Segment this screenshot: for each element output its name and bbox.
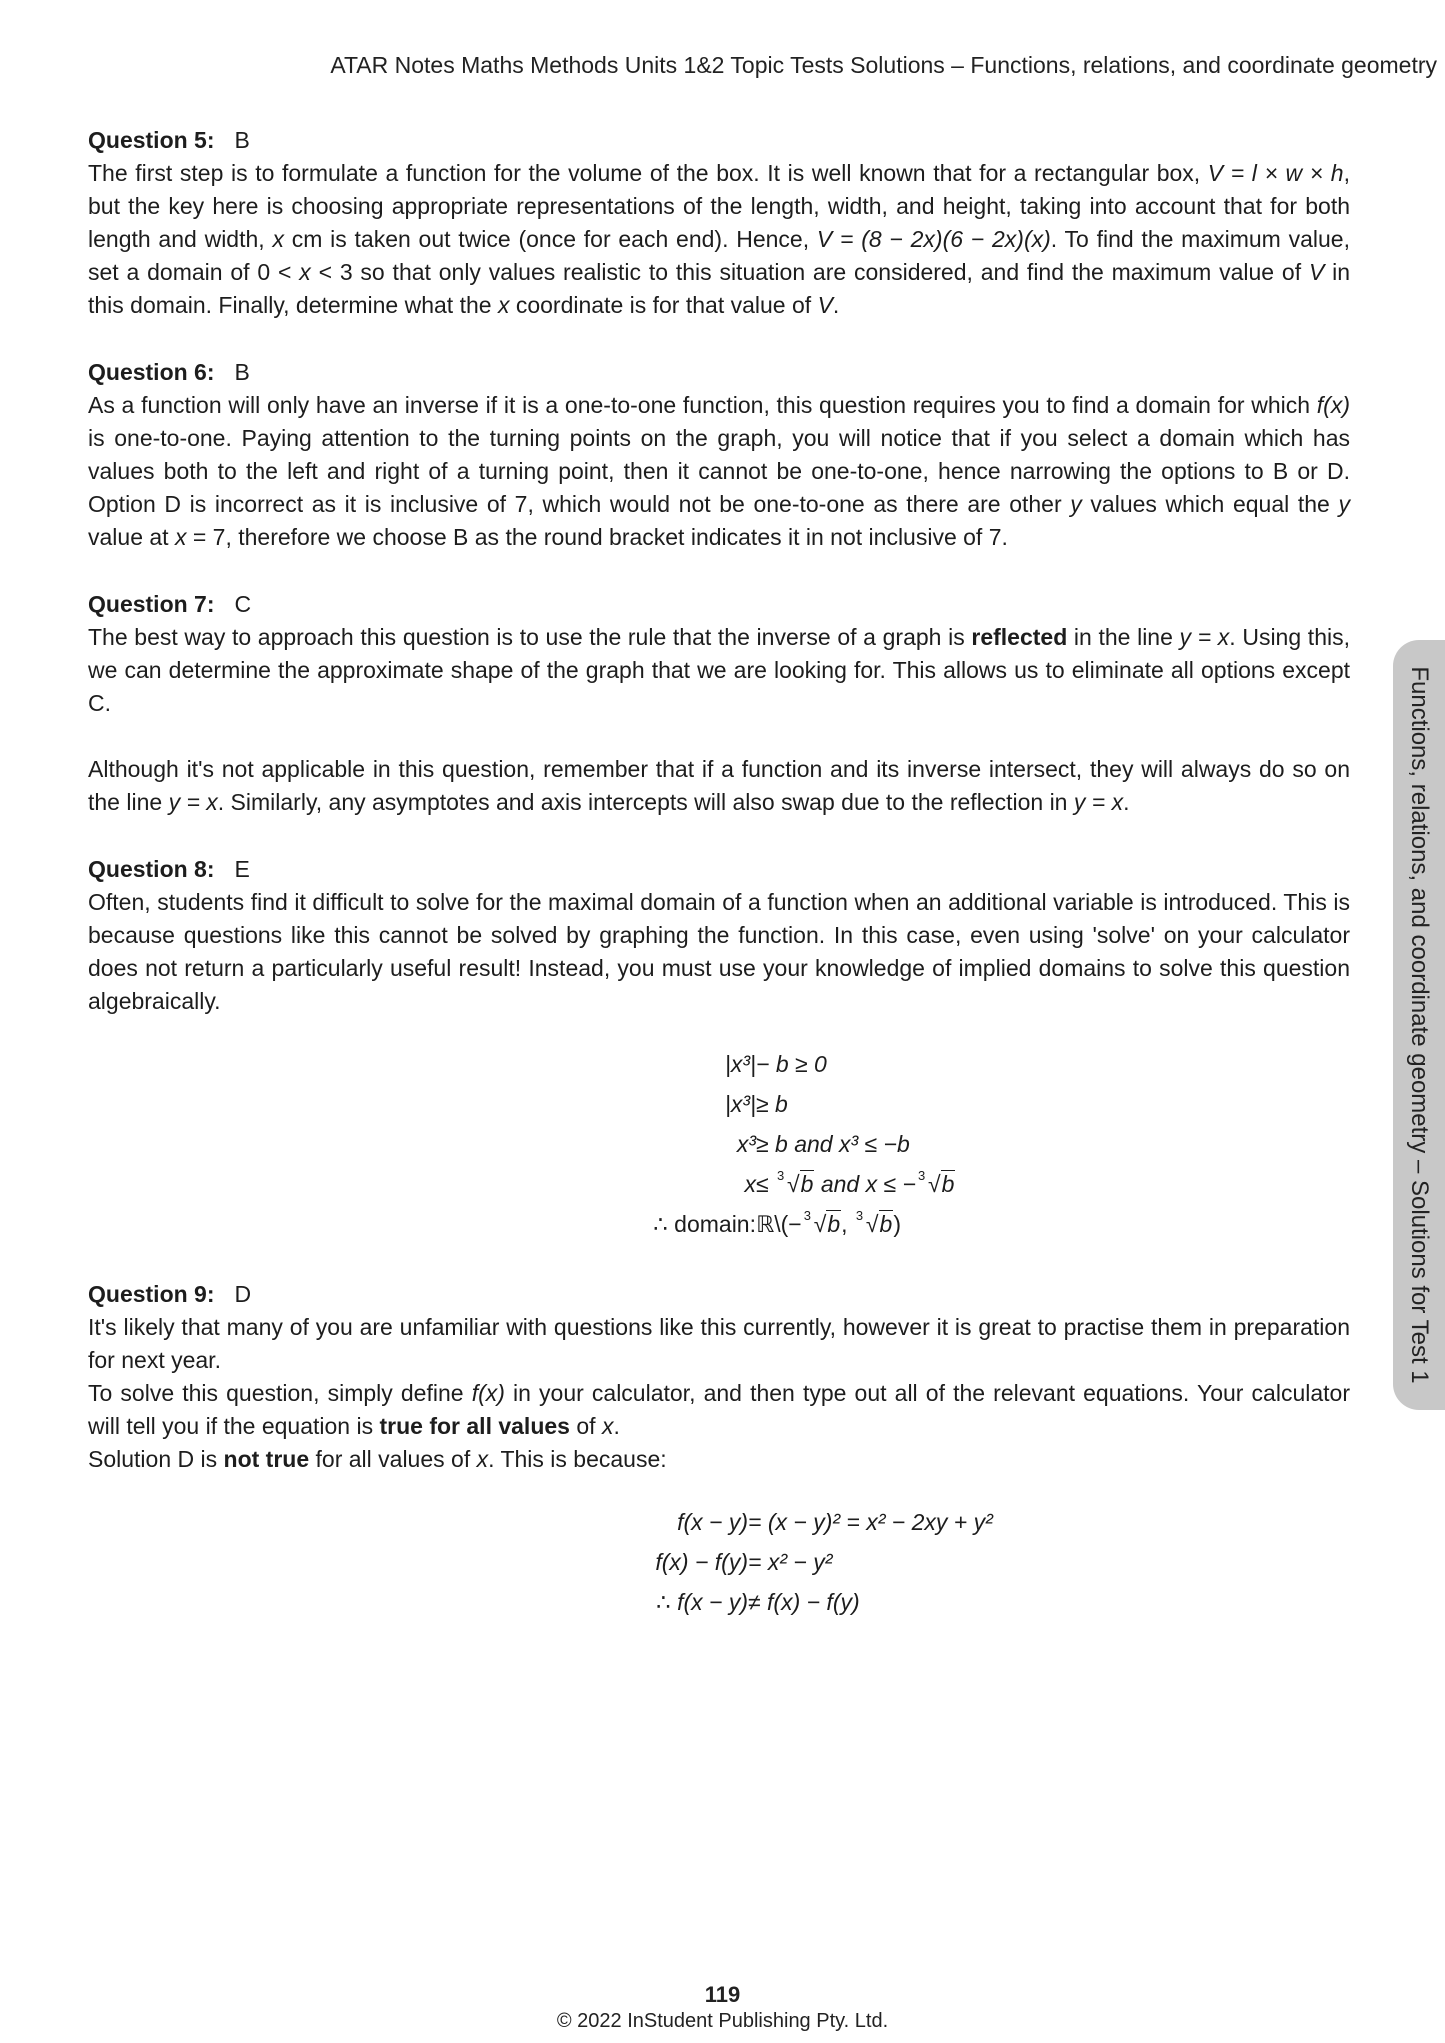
- question-heading: [88, 853, 1350, 886]
- text: . Using this, we can determine the approximate shape of the graph that we are looking for. This allows us to eliminate all options except C.: [88, 624, 1350, 716]
- text: It's likely that many of you are unfamiliar with questions like this currently, however it is great to practise them in preparation for next year.: [88, 1314, 1350, 1373]
- text: As a function will only have an inverse if it is a one-to-one function, this question requires you to find a domain for which: [88, 392, 1317, 418]
- text: . To find the maximum value, set a domain of 0 <: [88, 226, 1350, 285]
- question-label: Question 9:: [88, 1281, 215, 1307]
- question-note: [88, 753, 1350, 819]
- radicand: b: [800, 1171, 814, 1197]
- equation-lhs: f(x) − f(y): [655, 1549, 748, 1575]
- question-explanation: [88, 157, 1350, 322]
- equation-rhs: = (x − y)² = x² − 2xy + y²: [748, 1509, 993, 1535]
- question-5: [88, 124, 1350, 322]
- question-6: [88, 356, 1350, 554]
- question-7: [88, 588, 1350, 819]
- question-answer: B: [234, 359, 250, 385]
- text: < 3 so that only values realistic to this situation are considered, and find the maximum value of: [310, 259, 1309, 285]
- equation-rhs: ≥ b: [756, 1091, 788, 1117]
- equation-lhs: x³: [736, 1131, 756, 1157]
- page-footer: [0, 1982, 1445, 2034]
- question-explanation: [88, 1377, 1350, 1443]
- text: for all values of: [309, 1446, 477, 1472]
- text: Solution D is: [88, 1446, 224, 1472]
- root-index: 3: [855, 1208, 864, 1223]
- equation-line: [88, 1084, 1350, 1124]
- text: = 7, therefore we choose B as the round bracket indicates it in not inclusive of 7.: [186, 524, 1008, 550]
- question-heading: [88, 356, 1350, 389]
- text: cm is taken out twice (once for each end). Hence,: [283, 226, 817, 252]
- question-explanation: [88, 1311, 1350, 1377]
- radicand: b: [941, 1171, 955, 1197]
- equation-line: [88, 1204, 1350, 1244]
- question-answer: B: [234, 127, 250, 153]
- chapter-side-tab: [1393, 640, 1445, 1410]
- equation-lhs: ∴ domain:: [653, 1211, 756, 1237]
- equation-lhs: |x³|: [724, 1091, 756, 1117]
- math-inline: V: [817, 292, 833, 318]
- radical-sign: √: [927, 1171, 941, 1197]
- equation-line: [88, 1502, 1350, 1542]
- math-inline: V: [1308, 259, 1325, 285]
- working-equations: [88, 1044, 1350, 1244]
- equation-rhs: ℝ\(−: [756, 1211, 802, 1237]
- equation-rhs: = x² − y²: [748, 1549, 833, 1575]
- cube-root: [854, 1204, 893, 1244]
- text: .: [832, 292, 840, 318]
- text: Although it's not applicable in this question, remember that if a function and its inverse intersect, they will always do so on the line: [88, 756, 1350, 815]
- math-inline: y = x: [1179, 624, 1230, 650]
- radicand: b: [827, 1211, 841, 1237]
- question-label: Question 8:: [88, 856, 215, 882]
- chapter-side-tab-label: Functions, relations, and coordinate geometry – Solutions for Test 1: [1406, 666, 1433, 1384]
- question-answer: E: [234, 856, 250, 882]
- question-explanation: [88, 389, 1350, 554]
- question-9: [88, 1278, 1350, 1622]
- equation-rhs: ,: [841, 1211, 854, 1237]
- root-index: 3: [803, 1208, 811, 1223]
- equation-rhs: ): [893, 1211, 901, 1237]
- root-index: 3: [917, 1168, 926, 1183]
- text: . This is because:: [488, 1446, 667, 1472]
- copyright-notice: © 2022 InStudent Publishing Pty. Ltd.: [556, 2010, 889, 2032]
- equation-rhs: − b ≥ 0: [756, 1051, 827, 1077]
- radicand: b: [879, 1211, 893, 1237]
- text: in your calculator, and then type out all of the relevant equations. Your calculator will tell you if the equation is: [88, 1380, 1350, 1439]
- math-inline: x: [299, 259, 311, 285]
- question-8: [88, 853, 1350, 1244]
- text: , but the key here is choosing appropriate representations of the length, width, and height, taking into account that for both length and width,: [88, 160, 1350, 252]
- text: To solve this question, simply define: [88, 1380, 472, 1406]
- text: .: [1123, 789, 1130, 815]
- text: coordinate is for that value of: [509, 292, 818, 318]
- equation-lhs: f(x − y): [677, 1509, 748, 1535]
- text: in this domain. Finally, determine what the: [88, 259, 1351, 318]
- text: is one-to-one. Paying attention to the turning points on the graph, you will notice that if you select a domain which has values both to the left and right of a turning point, then it cannot be one-to-one, hence narrowing the options to B or D. Option D is incorrect as it is inclusive of 7, which would not be one-to-one as there are other: [88, 425, 1350, 517]
- question-explanation: [88, 886, 1350, 1018]
- solutions-body: [88, 124, 1350, 1642]
- question-heading: [88, 1278, 1350, 1311]
- bold-text: reflected: [971, 624, 1068, 650]
- question-label: Question 6:: [88, 359, 215, 385]
- equation-lhs: |x³|: [724, 1051, 756, 1077]
- question-explanation: [88, 1443, 1350, 1476]
- math-inline: f(x): [1316, 392, 1350, 418]
- math-inline: V = (8 − 2x)(6 − 2x)(x): [816, 226, 1051, 252]
- question-answer: D: [234, 1281, 252, 1307]
- root-index: 3: [777, 1168, 785, 1183]
- bold-text: not true: [223, 1446, 310, 1472]
- text: Often, students find it difficult to solve for the maximal domain of a function when an additional variable is introduced. This is because questions like this cannot be solved by graphing the function. In this case, even using 'solve' on your calculator does not return a particularly useful result! Instead, you must use your knowledge of implied domains to solve this question algebraically.: [88, 889, 1350, 1014]
- text: The best way to approach this question is to use the rule that the inverse of a graph is: [88, 624, 972, 650]
- text: The first step is to formulate a function for the volume of the box. It is well known that for a rectangular box,: [88, 160, 1208, 186]
- math-inline: x: [601, 1413, 614, 1439]
- equation-rhs: ≥ b and x³ ≤ −b: [756, 1131, 910, 1157]
- equation-rhs: ≤: [756, 1171, 776, 1197]
- equation-lhs: x: [744, 1171, 756, 1197]
- equation-lhs: ∴ f(x − y): [656, 1589, 748, 1615]
- text: .: [613, 1413, 620, 1439]
- equation-rhs: and x ≤ −: [814, 1171, 916, 1197]
- math-inline: x: [497, 292, 510, 318]
- radical-sign: √: [865, 1211, 879, 1237]
- question-answer: C: [234, 591, 252, 617]
- radical-sign: √: [787, 1171, 800, 1197]
- radical-sign: √: [813, 1211, 827, 1237]
- equation-line: [88, 1164, 1350, 1204]
- question-explanation: [88, 621, 1350, 720]
- equation-rhs: ≠ f(x) − f(y): [748, 1589, 860, 1615]
- math-inline: x: [272, 226, 284, 252]
- bold-text: true for all values: [379, 1413, 570, 1439]
- text: in the line: [1067, 624, 1180, 650]
- math-inline: y = x: [1073, 789, 1124, 815]
- question-heading: [88, 124, 1350, 157]
- running-header: ATAR Notes Maths Methods Units 1&2 Topic Tests Solutions – Functions, relations, and coordinate geometry: [330, 52, 1437, 78]
- math-inline: y: [1070, 491, 1082, 517]
- math-inline: y: [1338, 491, 1350, 517]
- math-inline: y = x: [168, 789, 218, 815]
- equation-line: [88, 1582, 1350, 1622]
- working-equations: [88, 1502, 1350, 1622]
- equation-line: [88, 1542, 1350, 1582]
- math-inline: x: [174, 524, 187, 550]
- math-inline: f(x): [471, 1380, 505, 1406]
- equation-line: [88, 1044, 1350, 1084]
- cube-root: [802, 1204, 841, 1244]
- page-number: 119: [704, 1982, 741, 2007]
- text: value at: [88, 524, 175, 550]
- equation-line: [88, 1124, 1350, 1164]
- text: values which equal the: [1081, 491, 1339, 517]
- question-label: Question 7:: [88, 591, 215, 617]
- math-inline: x: [476, 1446, 489, 1472]
- math-inline: V = l × w × h: [1207, 160, 1344, 186]
- question-heading: [88, 588, 1350, 621]
- text: of: [569, 1413, 602, 1439]
- text: . Similarly, any asymptotes and axis intercepts will also swap due to the reflection in: [217, 789, 1074, 815]
- cube-root: [916, 1164, 955, 1204]
- question-label: Question 5:: [88, 127, 215, 153]
